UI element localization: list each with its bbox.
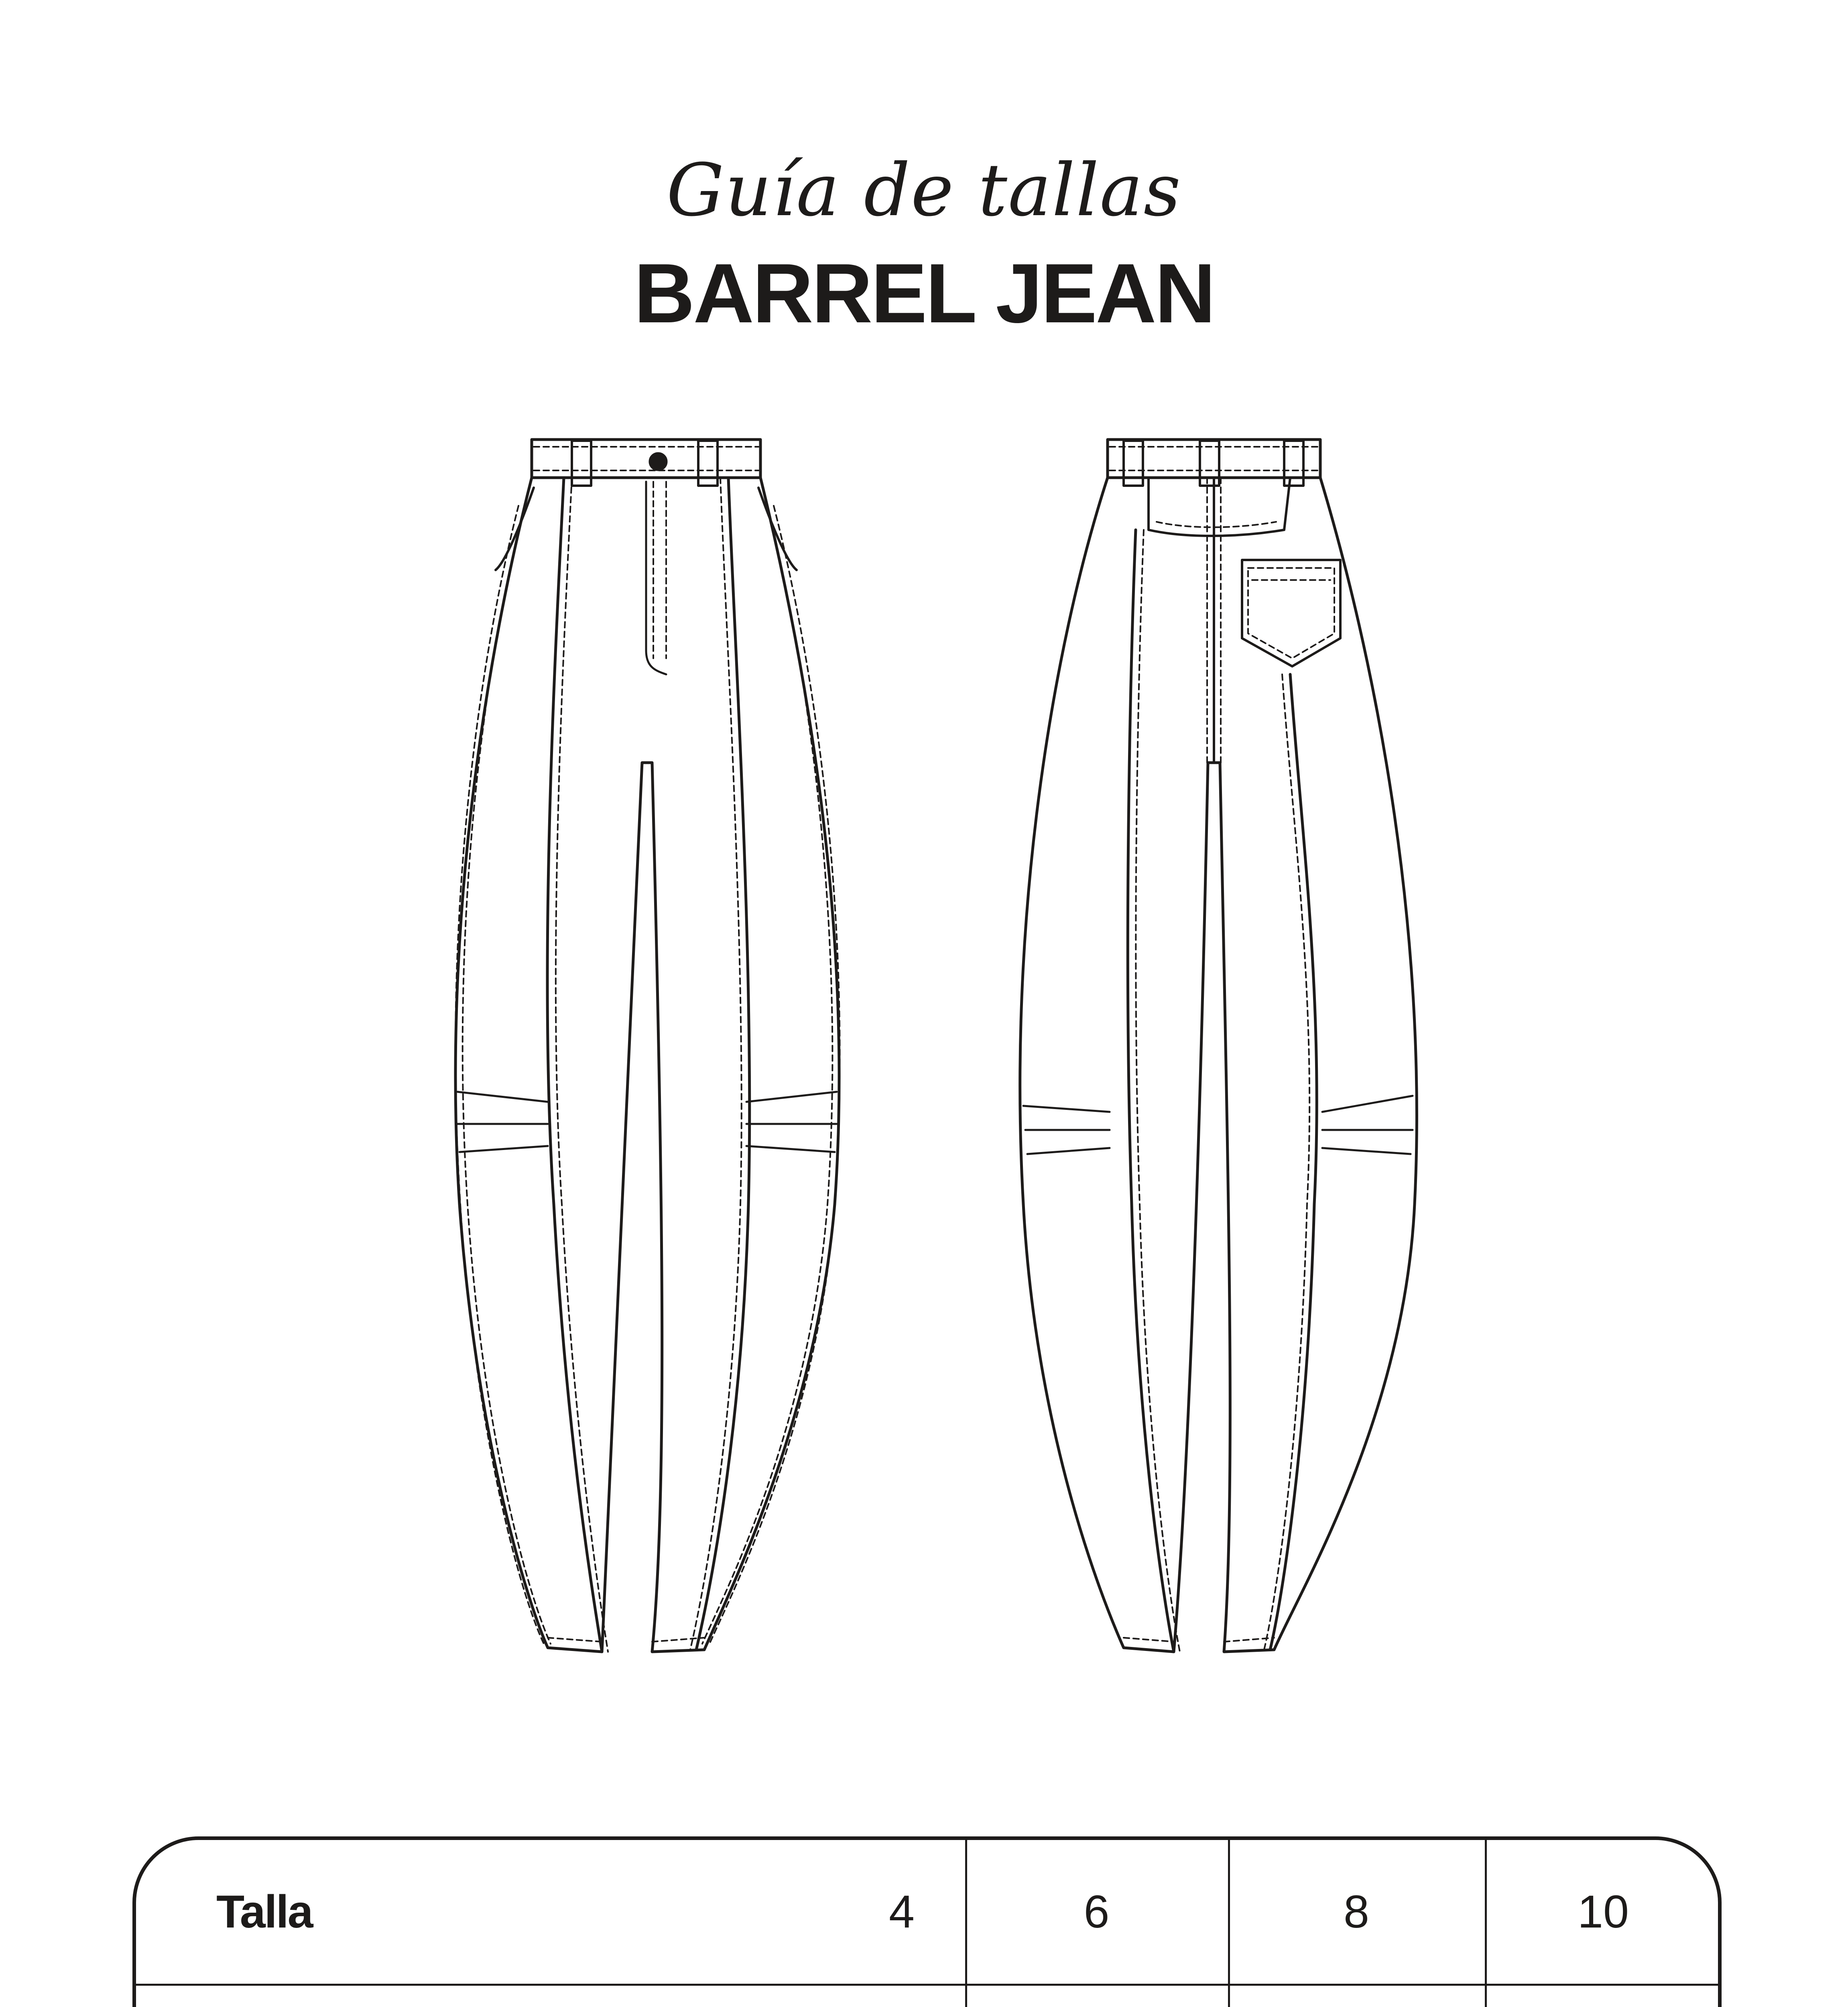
size-header-6: 6 bbox=[1084, 1886, 1110, 1938]
product-title: BARREL JEAN bbox=[634, 246, 1214, 340]
table-cell bbox=[965, 1984, 1228, 2007]
size-column-header: Talla bbox=[216, 1886, 312, 1938]
front-jeans-drawing-icon bbox=[455, 440, 840, 1652]
row-label-waist bbox=[136, 1984, 838, 2007]
back-jeans-drawing-icon bbox=[1020, 440, 1417, 1652]
size-chart-table bbox=[132, 1836, 1722, 2007]
table-cell bbox=[1228, 1984, 1485, 2007]
size-guide-subtitle: Guía de tallas bbox=[666, 149, 1182, 232]
table-cell bbox=[818, 1984, 965, 2007]
size-header-10: 10 bbox=[1578, 1886, 1629, 1938]
size-header-4: 4 bbox=[889, 1886, 915, 1938]
size-header-8: 8 bbox=[1344, 1886, 1369, 1938]
table-cell bbox=[1485, 1984, 1722, 2007]
